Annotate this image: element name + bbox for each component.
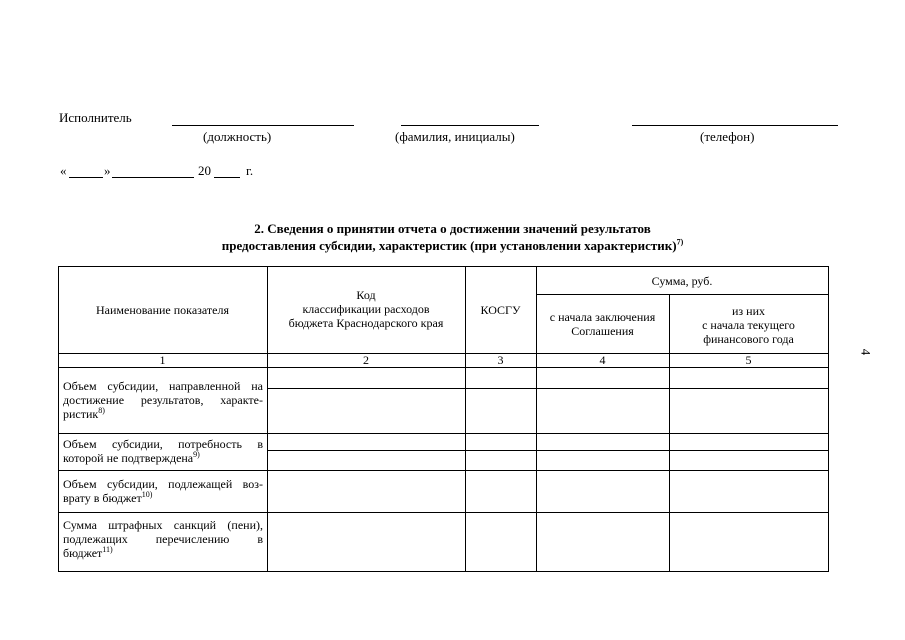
column-number-5: 5 [745,353,752,367]
header-code: Код классификации расходов бюджета Краснодарского края [288,288,444,330]
position-line[interactable] [172,125,354,126]
header-current-year: из них с начала текущего финансового года [702,304,795,346]
row-label-penalties: Сумма штрафных санкций (пени), подлежащих перечислению в бюджет$^{11)}$ [63,518,263,560]
header-indicator-name: Наименование показателя [96,303,229,317]
header-since-agreement: с начала заключения Соглашения [549,310,656,338]
section-title-line1: 2. Сведения о принятии отчета о достижении значений результатов [254,221,651,236]
date-open-quote: « [60,163,67,178]
header-sum-group: Сумма, руб. [651,274,713,288]
row-label-subsidy-return: Объем субсидии, подлежащей воз-врату в бюджет$^{10)}$ [63,477,263,505]
column-number-4: 4 [599,353,606,367]
column-number-2: 2 [363,353,369,367]
year-prefix: 20 [198,163,211,178]
row-label-subsidy-unconfirmed: Объем субсидии, потребность в которой не подтверждена$^{9)}$ [63,437,263,465]
month-line[interactable] [112,177,194,178]
name-caption: (фамилия, инициалы) [395,129,515,144]
year-line[interactable] [214,177,240,178]
page-number: 4 [858,348,874,356]
section-title-line2: предоставления субсидии, характеристик (при установлении характеристик)$^{7)}$ [221,237,684,253]
phone-line[interactable] [632,125,838,126]
position-caption: (должность) [203,129,272,144]
header-kosgu: КОСГУ [480,303,521,317]
date-close-quote: » [104,163,111,178]
phone-caption: (телефон) [700,129,755,144]
column-number-1: 1 [159,353,166,367]
row-label-subsidy-directed: Объем субсидии, направленной на достижение результатов, характе-ристик$^{8)}$ [63,379,263,421]
section-title-footnote: 7) [676,237,684,247]
day-line[interactable] [69,177,103,178]
name-line[interactable] [401,125,539,126]
column-number-3: 3 [497,353,504,367]
year-suffix: г. [246,163,254,178]
performer-label: Исполнитель [59,110,132,125]
